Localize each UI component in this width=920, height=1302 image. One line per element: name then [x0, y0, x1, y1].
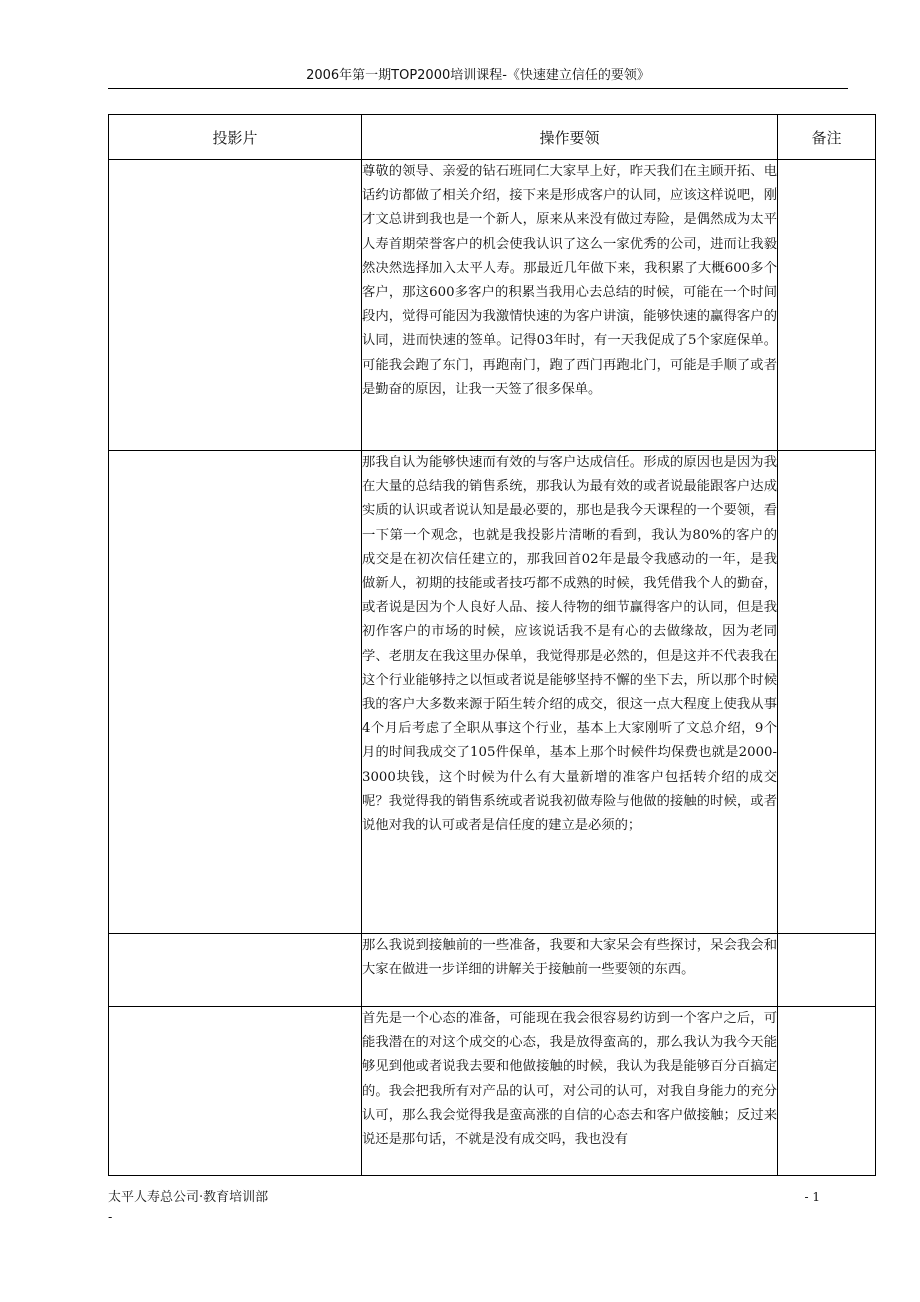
- column-header-key-points: 操作要领: [362, 115, 778, 160]
- note-cell: [778, 451, 876, 934]
- column-header-notes: 备注: [778, 115, 876, 160]
- page-header: 2006年第一期TOP2000培训课程-《快速建立信任的要领》: [108, 64, 848, 89]
- footer-department: 太平人寿总公司·教育培训部: [108, 1190, 269, 1205]
- table-row: [109, 934, 876, 1007]
- table-row: [109, 451, 876, 934]
- table-row: [109, 1007, 876, 1176]
- slide-cell: [109, 160, 362, 451]
- slide-cell: [109, 451, 362, 934]
- training-table: [108, 114, 876, 1176]
- note-cell: [778, 160, 876, 451]
- content-cell: 那我自认为能够快速而有效的与客户达成信任。形成的原因也是因为我在大量的总结我的销售系统，那我认为最有效的或者说最能跟客户达成实质的认识或者说认知是最必要的，那也是我今天课程的一个要领，看一下第一个观念，也就是我投影片清晰的看到，我认为80%的客户的成交是在初次信任建立的，那我回首02年是最令我感动的一年，是我做新人，初期的技能或者技巧都不成熟的时候，我凭借我个人的勤奋，或者说是因为个人良好人品、接人待物的细节赢得客户的认同，但是我初作客户的市场的时候，应该说话我不是有心的去做缘故，因为老同学、老朋友在我这里办保单，我觉得那是必然的，但是这并不代表我在这个行业能够持之以恒或者说是能够坚持不懈的坐下去，所以那个时候我的客户大多数来源于陌生转介绍的成交，很这一点大程度上使我从事4个月后考虑了全职从事这个行业，基本上大家刚听了文总介绍，9个月的时间我成交了105件保单，基本上那个时候件均保费也就是2000-3000块钱，这个时候为什么有大量新增的准客户包括转介绍的成交呢？我觉得我的销售系统或者说我初做寿险与他做的接触的时候，或者说他对我的认可或者是信任度的建立是必须的；: [362, 451, 778, 934]
- note-cell: [778, 934, 876, 1007]
- column-header-slide: 投影片: [109, 115, 362, 160]
- table-header-row: [109, 115, 876, 160]
- table-row: [109, 160, 876, 451]
- note-cell: [778, 1007, 876, 1176]
- page-number: - 1: [804, 1190, 820, 1204]
- slide-cell: [109, 1007, 362, 1176]
- footer-dash: -: [108, 1210, 113, 1224]
- slide-cell: [109, 934, 362, 1007]
- content-cell: 那么我说到接触前的一些准备，我要和大家呆会有些探讨，呆会我会和大家在做进一步详细的讲解关于接触前一些要领的东西。: [362, 934, 778, 1007]
- content-cell: 首先是一个心态的准备，可能现在我会很容易约访到一个客户之后，可能我潜在的对这个成交的心态，我是放得蛮高的，那么我认为我今天能够见到他或者说我去要和他做接触的时候，我认为我是能够百分百搞定的。我会把我所有对产品的认可，对公司的认可，对我自身能力的充分认可，那么我会觉得我是蛮高涨的自信的心态去和客户做接触；反过来说还是那句话，不就是没有成交吗，我也没有: [362, 1007, 778, 1176]
- content-cell: 尊敬的领导、亲爱的钻石班同仁大家早上好，昨天我们在主顾开拓、电话约访都做了相关介绍，接下来是形成客户的认同，应该这样说吧，刚才文总讲到我也是一个新人，原来从来没有做过寿险，是偶然成为太平人寿首期荣誉客户的机会使我认识了这么一家优秀的公司，进而让我毅然决然选择加入太平人寿。那最近几年做下来，我积累了大概600多个客户，那这600多客户的积累当我用心去总结的时候，可能在一个时间段内，觉得可能因为我激情快速的为客户讲演，能够快速的赢得客户的认同，进而快速的签单。记得03年时，有一天我促成了5个家庭保单。可能我会跑了东门，再跑南门，跑了西门再跑北门，可能是手顺了或者是勤奋的原因，让我一天签了很多保单。: [362, 160, 778, 451]
